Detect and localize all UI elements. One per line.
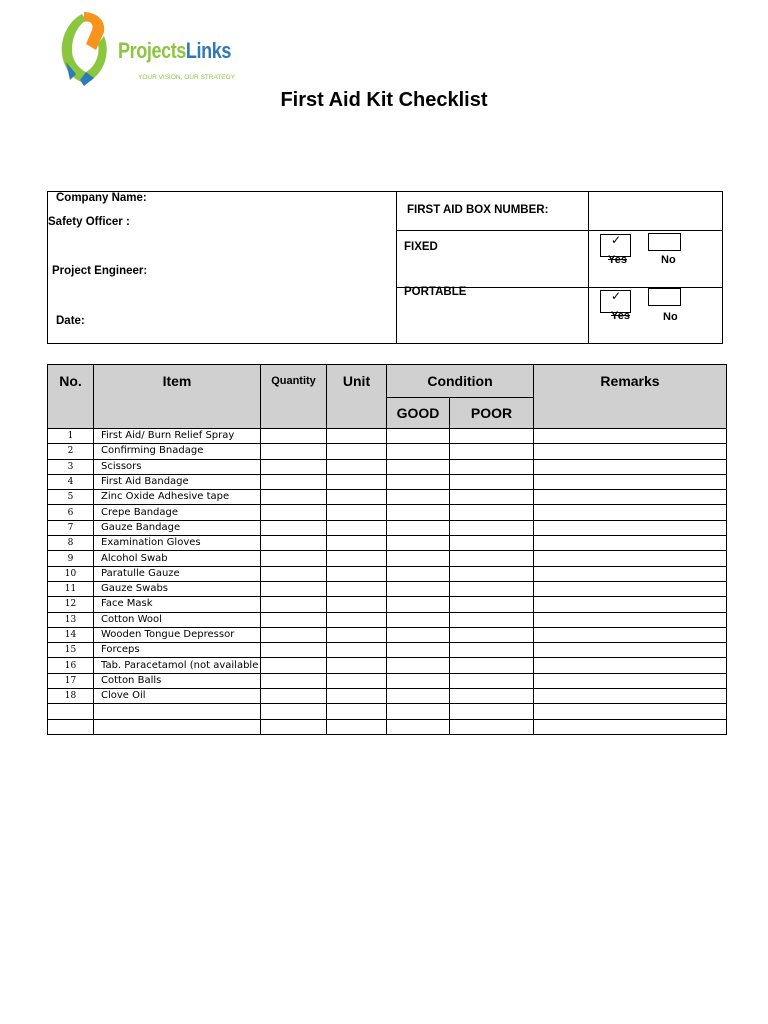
row-item: Gauze Swabs xyxy=(94,581,261,596)
row-item: Clove Oil xyxy=(94,689,261,704)
table-row xyxy=(48,536,727,551)
row-item: First Aid Bandage xyxy=(94,474,261,489)
row-good-cell[interactable] xyxy=(387,673,450,688)
row-good-cell[interactable] xyxy=(387,704,450,719)
info-box xyxy=(47,191,723,344)
row-item: Tab. Paracetamol (not available xyxy=(94,658,261,673)
row-remarks-cell[interactable] xyxy=(534,520,727,535)
table-row xyxy=(48,658,727,673)
project-engineer-label: Project Engineer: xyxy=(52,265,148,277)
table-row xyxy=(48,551,727,566)
row-item: Face Mask xyxy=(94,597,261,612)
row-poor-cell[interactable] xyxy=(450,704,534,719)
portable-label: PORTABLE xyxy=(404,286,467,298)
row-item: Alcohol Swab xyxy=(94,551,261,566)
row-quantity-cell[interactable] xyxy=(261,474,327,489)
row-quantity-cell[interactable] xyxy=(261,536,327,551)
table-row xyxy=(48,490,727,505)
row-remarks-cell[interactable] xyxy=(534,536,727,551)
row-remarks-cell[interactable] xyxy=(534,719,727,734)
header-quantity: Quantity xyxy=(261,365,327,429)
company-logo xyxy=(56,10,236,86)
row-number: 4 xyxy=(48,474,94,489)
row-number: 9 xyxy=(48,551,94,566)
info-row-line-1 xyxy=(396,230,722,231)
row-good-cell[interactable] xyxy=(387,643,450,658)
row-number: 14 xyxy=(48,627,94,642)
table-row xyxy=(48,459,727,474)
row-quantity-cell[interactable] xyxy=(261,505,327,520)
table-row xyxy=(48,597,727,612)
date-label: Date: xyxy=(56,315,85,327)
row-quantity-cell[interactable] xyxy=(261,566,327,581)
row-good-cell[interactable] xyxy=(387,551,450,566)
row-good-cell[interactable] xyxy=(387,505,450,520)
row-item: Forceps xyxy=(94,643,261,658)
row-good-cell[interactable] xyxy=(387,581,450,596)
row-good-cell[interactable] xyxy=(387,474,450,489)
row-unit-cell[interactable] xyxy=(327,459,387,474)
row-remarks-cell[interactable] xyxy=(534,551,727,566)
table-row xyxy=(48,429,727,444)
row-remarks-cell[interactable] xyxy=(534,581,727,596)
row-unit-cell[interactable] xyxy=(327,597,387,612)
portable-no-label: No xyxy=(663,311,678,323)
fixed-no-label: No xyxy=(661,254,676,266)
row-number: 3 xyxy=(48,459,94,474)
row-unit-cell[interactable] xyxy=(327,474,387,489)
logo-mark-icon xyxy=(56,10,116,86)
row-good-cell[interactable] xyxy=(387,566,450,581)
row-quantity-cell[interactable] xyxy=(261,551,327,566)
row-poor-cell[interactable] xyxy=(450,658,534,673)
row-number xyxy=(48,704,94,719)
row-quantity-cell[interactable] xyxy=(261,612,327,627)
header-good: GOOD xyxy=(387,398,450,429)
row-remarks-cell[interactable] xyxy=(534,429,727,444)
header-no: No. xyxy=(48,365,94,429)
row-number: 7 xyxy=(48,520,94,535)
row-item: Wooden Tongue Depressor xyxy=(94,627,261,642)
row-unit-cell[interactable] xyxy=(327,536,387,551)
row-number: 12 xyxy=(48,597,94,612)
row-unit-cell[interactable] xyxy=(327,689,387,704)
row-number: 13 xyxy=(48,612,94,627)
row-poor-cell[interactable] xyxy=(450,551,534,566)
row-poor-cell[interactable] xyxy=(450,459,534,474)
row-remarks-cell[interactable] xyxy=(534,673,727,688)
row-item xyxy=(94,704,261,719)
row-unit-cell[interactable] xyxy=(327,551,387,566)
safety-officer-label: Safety Officer : xyxy=(48,216,130,228)
row-item: Confirming Bnadage xyxy=(94,444,261,459)
row-unit-cell[interactable] xyxy=(327,566,387,581)
row-good-cell[interactable] xyxy=(387,429,450,444)
row-poor-cell[interactable] xyxy=(450,520,534,535)
items-table-body xyxy=(48,429,727,735)
row-unit-cell[interactable] xyxy=(327,612,387,627)
row-number: 10 xyxy=(48,566,94,581)
table-row xyxy=(48,566,727,581)
row-number: 8 xyxy=(48,536,94,551)
page-title: First Aid Kit Checklist xyxy=(280,89,488,111)
row-remarks-cell[interactable] xyxy=(534,658,727,673)
row-number: 17 xyxy=(48,673,94,688)
row-poor-cell[interactable] xyxy=(450,490,534,505)
row-poor-cell[interactable] xyxy=(450,689,534,704)
table-row xyxy=(48,689,727,704)
row-quantity-cell[interactable] xyxy=(261,490,327,505)
row-unit-cell[interactable] xyxy=(327,581,387,596)
row-remarks-cell[interactable] xyxy=(534,505,727,520)
row-quantity-cell[interactable] xyxy=(261,643,327,658)
row-number xyxy=(48,719,94,734)
table-row xyxy=(48,643,727,658)
row-good-cell[interactable] xyxy=(387,689,450,704)
table-row xyxy=(48,704,727,719)
row-number: 16 xyxy=(48,658,94,673)
row-good-cell[interactable] xyxy=(387,490,450,505)
row-remarks-cell[interactable] xyxy=(534,627,727,642)
logo-tagline: YOUR VISION, OUR STRATEGY xyxy=(138,74,236,81)
row-remarks-cell[interactable] xyxy=(534,612,727,627)
table-row xyxy=(48,719,727,734)
row-poor-cell[interactable] xyxy=(450,536,534,551)
table-row xyxy=(48,581,727,596)
row-unit-cell[interactable] xyxy=(327,490,387,505)
row-poor-cell[interactable] xyxy=(450,719,534,734)
row-unit-cell[interactable] xyxy=(327,673,387,688)
row-remarks-cell[interactable] xyxy=(534,597,727,612)
table-row xyxy=(48,505,727,520)
logo-name-part1: Projects xyxy=(118,38,186,63)
check-icon: ✓ xyxy=(611,233,622,247)
info-divider-2 xyxy=(588,192,589,343)
header-unit: Unit xyxy=(327,365,387,429)
table-row xyxy=(48,520,727,535)
row-good-cell[interactable] xyxy=(387,658,450,673)
row-good-cell[interactable] xyxy=(387,444,450,459)
row-poor-cell[interactable] xyxy=(450,627,534,642)
row-poor-cell[interactable] xyxy=(450,597,534,612)
row-remarks-cell[interactable] xyxy=(534,643,727,658)
row-number: 1 xyxy=(48,429,94,444)
row-number: 2 xyxy=(48,444,94,459)
row-number: 5 xyxy=(48,490,94,505)
row-quantity-cell[interactable] xyxy=(261,627,327,642)
row-poor-cell[interactable] xyxy=(450,581,534,596)
row-quantity-cell[interactable] xyxy=(261,689,327,704)
header-remarks: Remarks xyxy=(534,365,727,429)
row-remarks-cell[interactable] xyxy=(534,459,727,474)
row-number: 18 xyxy=(48,689,94,704)
row-unit-cell[interactable] xyxy=(327,505,387,520)
row-good-cell[interactable] xyxy=(387,520,450,535)
row-quantity-cell[interactable] xyxy=(261,429,327,444)
row-quantity-cell[interactable] xyxy=(261,704,327,719)
row-poor-cell[interactable] xyxy=(450,612,534,627)
row-remarks-cell[interactable] xyxy=(534,490,727,505)
row-quantity-cell[interactable] xyxy=(261,520,327,535)
row-poor-cell[interactable] xyxy=(450,505,534,520)
row-number: 15 xyxy=(48,643,94,658)
row-remarks-cell[interactable] xyxy=(534,444,727,459)
row-unit-cell[interactable] xyxy=(327,444,387,459)
row-poor-cell[interactable] xyxy=(450,566,534,581)
row-quantity-cell[interactable] xyxy=(261,673,327,688)
row-item: Cotton Wool xyxy=(94,612,261,627)
header-condition: Condition xyxy=(387,365,534,398)
row-number: 11 xyxy=(48,581,94,596)
table-row xyxy=(48,444,727,459)
first-aid-box-number-label: FIRST AID BOX NUMBER: xyxy=(407,204,549,216)
portable-no-checkbox[interactable] xyxy=(648,288,681,306)
row-item: Crepe Bandage xyxy=(94,505,261,520)
table-row xyxy=(48,673,727,688)
row-item: Zinc Oxide Adhesive tape xyxy=(94,490,261,505)
row-unit-cell[interactable] xyxy=(327,643,387,658)
row-quantity-cell[interactable] xyxy=(261,444,327,459)
row-unit-cell[interactable] xyxy=(327,719,387,734)
row-remarks-cell[interactable] xyxy=(534,474,727,489)
row-poor-cell[interactable] xyxy=(450,429,534,444)
row-item: Examination Gloves xyxy=(94,536,261,551)
logo-name-part2: Links xyxy=(185,38,231,63)
row-good-cell[interactable] xyxy=(387,612,450,627)
row-item: Scissors xyxy=(94,459,261,474)
fixed-no-checkbox[interactable] xyxy=(648,233,681,251)
portable-yes-label: Yes xyxy=(611,310,630,322)
row-item: First Aid/ Burn Relief Spray xyxy=(94,429,261,444)
table-row xyxy=(48,474,727,489)
items-table xyxy=(47,364,727,735)
row-unit-cell[interactable] xyxy=(327,429,387,444)
row-item: Gauze Bandage xyxy=(94,520,261,535)
row-quantity-cell[interactable] xyxy=(261,459,327,474)
header-item: Item xyxy=(94,365,261,429)
table-row xyxy=(48,627,727,642)
company-name-label: Company Name: xyxy=(56,192,147,204)
row-poor-cell[interactable] xyxy=(450,474,534,489)
row-remarks-cell[interactable] xyxy=(534,566,727,581)
row-unit-cell[interactable] xyxy=(327,520,387,535)
row-quantity-cell[interactable] xyxy=(261,581,327,596)
row-number: 6 xyxy=(48,505,94,520)
row-remarks-cell[interactable] xyxy=(534,704,727,719)
row-item: Paratulle Gauze xyxy=(94,566,261,581)
row-quantity-cell[interactable] xyxy=(261,658,327,673)
info-divider-1 xyxy=(396,192,397,343)
row-good-cell[interactable] xyxy=(387,536,450,551)
row-item: Cotton Balls xyxy=(94,673,261,688)
row-unit-cell[interactable] xyxy=(327,704,387,719)
row-good-cell[interactable] xyxy=(387,459,450,474)
row-unit-cell[interactable] xyxy=(327,627,387,642)
fixed-label: FIXED xyxy=(404,241,438,253)
logo-wordmark xyxy=(118,38,231,64)
row-quantity-cell[interactable] xyxy=(261,597,327,612)
table-row xyxy=(48,612,727,627)
row-good-cell[interactable] xyxy=(387,719,450,734)
row-poor-cell[interactable] xyxy=(450,444,534,459)
header-poor: POOR xyxy=(450,398,534,429)
row-good-cell[interactable] xyxy=(387,597,450,612)
row-remarks-cell[interactable] xyxy=(534,689,727,704)
row-quantity-cell[interactable] xyxy=(261,719,327,734)
check-icon: ✓ xyxy=(611,289,622,303)
row-poor-cell[interactable] xyxy=(450,673,534,688)
fixed-yes-label: Yes xyxy=(608,254,627,266)
row-item xyxy=(94,719,261,734)
row-unit-cell[interactable] xyxy=(327,658,387,673)
row-poor-cell[interactable] xyxy=(450,643,534,658)
row-good-cell[interactable] xyxy=(387,627,450,642)
